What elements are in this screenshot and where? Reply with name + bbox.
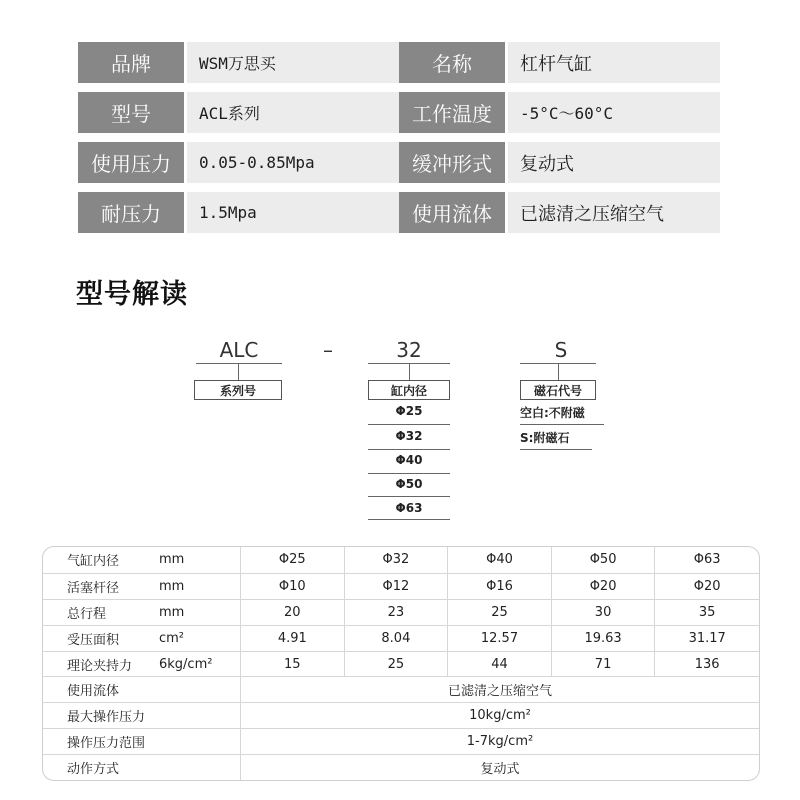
- table-row: [43, 573, 759, 599]
- row-unit: mm: [159, 578, 185, 594]
- option-divider: [368, 496, 450, 497]
- table-cell: 19.63: [552, 626, 656, 651]
- table-cell: Φ12: [345, 574, 449, 599]
- table-span-cell: 已滤清之压缩空气: [447, 684, 552, 700]
- spec-value: 0.05-0.85Mpa: [187, 142, 399, 183]
- table-cell: 12.57: [448, 626, 552, 651]
- table-cell: Φ25: [241, 547, 345, 573]
- spec-label: 型号: [78, 92, 187, 133]
- option-divider: [520, 449, 592, 450]
- table-cell: 30: [552, 600, 656, 625]
- row-label: 活塞杆径: [67, 580, 120, 596]
- connector-line: [558, 363, 559, 380]
- row-label: 总行程: [67, 606, 107, 622]
- code-underline: [368, 363, 450, 364]
- table-row: [43, 702, 759, 728]
- model-heading: 型号解读: [76, 279, 188, 310]
- bore-option: Φ50: [395, 477, 423, 491]
- spec-value: 复动式: [508, 142, 720, 183]
- table-row: [43, 547, 759, 573]
- spec-label: 工作温度: [399, 92, 508, 133]
- table-row: [43, 651, 759, 677]
- spec-row: [78, 142, 724, 183]
- spec-value: 已滤清之压缩空气: [508, 192, 720, 233]
- table-cell: Φ20: [552, 574, 656, 599]
- spec-value: WSM万思买: [187, 42, 399, 83]
- model-code-magnet: S: [554, 338, 568, 362]
- row-unit: mm: [159, 604, 185, 620]
- table-cell: 23: [345, 600, 449, 625]
- table-span-cell: 10kg/cm²: [469, 708, 531, 724]
- table-row: [43, 599, 759, 625]
- model-code-series: ALC: [219, 338, 259, 362]
- table-cell: 35: [698, 604, 716, 620]
- table-row: [43, 676, 759, 702]
- table-cell: 25: [345, 652, 449, 677]
- connector-line: [409, 363, 410, 380]
- table-row: [43, 625, 759, 651]
- bore-option: Φ40: [395, 453, 423, 467]
- table-cell: 71: [552, 652, 656, 677]
- table-row: [43, 754, 759, 780]
- model-dash: –: [323, 338, 333, 362]
- table-cell: 44: [448, 652, 552, 677]
- spec-label: 名称: [399, 42, 508, 83]
- spec-table: [42, 546, 760, 781]
- row-label: 气缸内径: [67, 554, 120, 570]
- table-cell: Φ32: [345, 547, 449, 573]
- row-unit: 6kg/cm²: [159, 656, 213, 672]
- bore-option: Φ63: [395, 501, 423, 515]
- spec-label: 使用压力: [78, 142, 187, 183]
- table-span-cell: 1-7kg/cm²: [466, 734, 534, 750]
- spec-label: 品牌: [78, 42, 187, 83]
- row-label: 操作压力范围: [67, 736, 146, 752]
- table-cell: 136: [694, 656, 720, 672]
- magnet-option: S:附磁石: [520, 431, 570, 445]
- row-label: 动作方式: [67, 762, 120, 778]
- bore-option: Φ32: [395, 429, 423, 443]
- connector-line: [238, 363, 239, 380]
- row-label: 最大操作压力: [67, 710, 146, 726]
- bore-option: Φ25: [395, 404, 423, 418]
- row-label: 使用流体: [67, 684, 120, 700]
- spec-grid: [78, 42, 724, 242]
- row-unit: mm: [159, 552, 185, 568]
- series-box: 系列号: [194, 380, 282, 400]
- table-cell: Φ40: [448, 547, 552, 573]
- row-unit: cm²: [159, 630, 185, 646]
- row-label: 理论夹持力: [67, 658, 133, 674]
- option-divider: [368, 473, 450, 474]
- table-cell: 31.17: [688, 630, 726, 646]
- table-row: [43, 728, 759, 754]
- spec-value: 杠杆气缸: [508, 42, 720, 83]
- table-cell: Φ20: [693, 578, 721, 594]
- spec-row: [78, 92, 724, 133]
- table-cell: Φ16: [448, 574, 552, 599]
- magnet-box: 磁石代号: [520, 380, 596, 400]
- table-cell: 8.04: [345, 626, 449, 651]
- option-divider: [368, 424, 450, 425]
- code-underline: [196, 363, 282, 364]
- table-cell: Φ50: [552, 547, 656, 573]
- spec-label: 耐压力: [78, 192, 187, 233]
- option-divider: [368, 519, 450, 520]
- spec-value: ACL系列: [187, 92, 399, 133]
- table-cell: Φ63: [693, 552, 721, 568]
- model-code-bore: 32: [396, 338, 422, 362]
- option-divider: [368, 449, 450, 450]
- bore-box: 缸内径: [368, 380, 450, 400]
- table-span-cell: 复动式: [480, 762, 520, 778]
- row-label: 受压面积: [67, 632, 120, 648]
- table-cell: Φ10: [241, 574, 345, 599]
- spec-row: [78, 192, 724, 233]
- option-divider: [520, 424, 604, 425]
- spec-value: 1.5Mpa: [187, 192, 399, 233]
- table-cell: 4.91: [241, 626, 345, 651]
- table-cell: 20: [241, 600, 345, 625]
- code-underline: [520, 363, 596, 364]
- magnet-option: 空白:不附磁: [520, 406, 585, 420]
- table-cell: 15: [241, 652, 345, 677]
- spec-label: 使用流体: [399, 192, 508, 233]
- spec-value: -5°C～60°C: [508, 92, 720, 133]
- spec-row: [78, 42, 724, 83]
- spec-label: 缓冲形式: [399, 142, 508, 183]
- table-cell: 25: [448, 600, 552, 625]
